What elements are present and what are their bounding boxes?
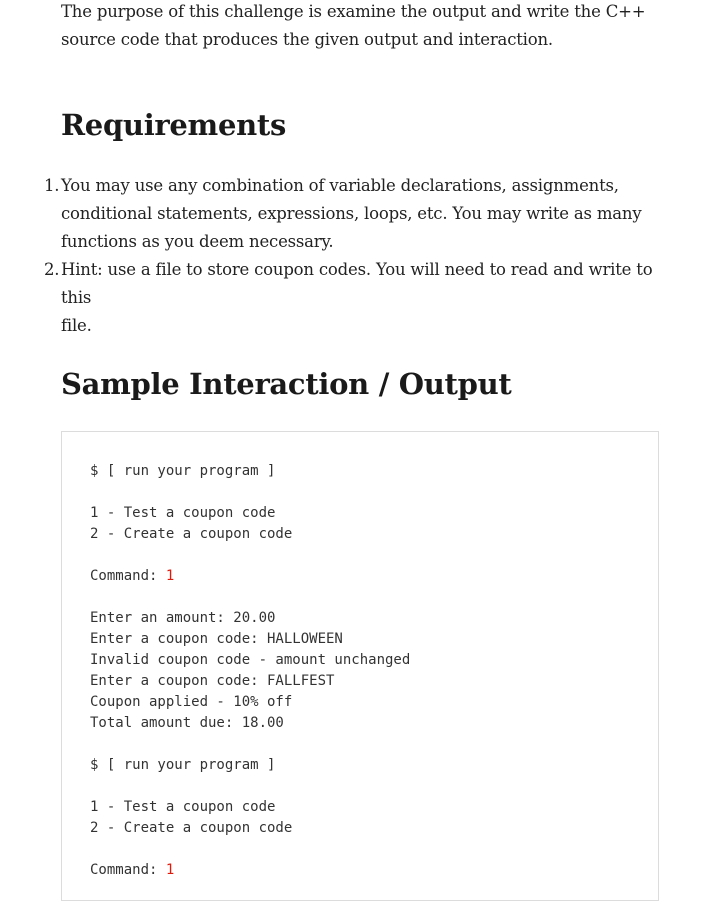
code-line-text: Total amount due: 18.00: [90, 715, 284, 731]
requirement-line: functions as you deem necessary.: [61, 232, 334, 251]
requirement-item: [44, 172, 661, 256]
requirements-heading: Requirements: [61, 108, 287, 142]
requirements-list: [44, 172, 661, 340]
requirement-number: 1.: [44, 176, 60, 195]
code-line-text: Enter a coupon code: FALLFEST: [90, 673, 335, 689]
requirement-line: Hint: use a file to store coupon codes. You will need to read and write to this: [61, 260, 653, 307]
code-line: [90, 629, 410, 650]
code-line-text: 1 - Test a coupon code: [90, 505, 276, 521]
code-line-text: Command:: [90, 568, 166, 584]
code-line: [90, 860, 410, 881]
code-line-text: 2 - Create a coupon code: [90, 820, 293, 836]
code-line-text: Enter a coupon code: HALLOWEEN: [90, 631, 343, 647]
code-block: [61, 431, 659, 901]
code-line: [90, 671, 410, 692]
code-line-text: 2 - Create a coupon code: [90, 526, 293, 542]
sample-heading: Sample Interaction / Output: [61, 367, 512, 401]
code-line: [90, 755, 410, 776]
code-line: [90, 587, 410, 608]
code-line-text: Coupon applied - 10% off: [90, 694, 293, 710]
code-line-text: Invalid coupon code - amount unchanged: [90, 652, 411, 668]
code-line: [90, 818, 410, 839]
code-line: [90, 776, 410, 797]
code-line-text: $ [ run your program ]: [90, 463, 276, 479]
code-line: [90, 461, 410, 482]
code-line: [90, 797, 410, 818]
code-line-text: $ [ run your program ]: [90, 757, 276, 773]
code-line: [90, 692, 410, 713]
requirement-number: 2.: [44, 260, 60, 279]
code-line: [90, 503, 410, 524]
intro-paragraph: [61, 0, 661, 54]
code-line: [90, 650, 410, 671]
requirement-item: [44, 256, 661, 340]
intro-line-1: The purpose of this challenge is examine the output and write the C++: [61, 2, 646, 21]
intro-line-2: source code that produces the given output and interaction.: [61, 30, 553, 49]
code-line: [90, 566, 410, 587]
requirement-line: file.: [61, 316, 92, 335]
code-line: [90, 524, 410, 545]
code-output: [90, 461, 410, 881]
code-line-text: 1 - Test a coupon code: [90, 799, 276, 815]
code-line: [90, 608, 410, 629]
requirement-line: You may use any combination of variable declarations, assignments,: [61, 176, 619, 195]
code-line: [90, 839, 410, 860]
code-line: [90, 734, 410, 755]
code-line-text: Enter an amount: 20.00: [90, 610, 276, 626]
user-input-value: 1: [165, 862, 175, 878]
code-line: [90, 482, 410, 503]
requirement-line: conditional statements, expressions, loops, etc. You may write as many: [61, 204, 642, 223]
code-line: [90, 545, 410, 566]
code-line-text: Command:: [90, 862, 166, 878]
user-input-value: 1: [165, 568, 175, 584]
code-line: [90, 713, 410, 734]
